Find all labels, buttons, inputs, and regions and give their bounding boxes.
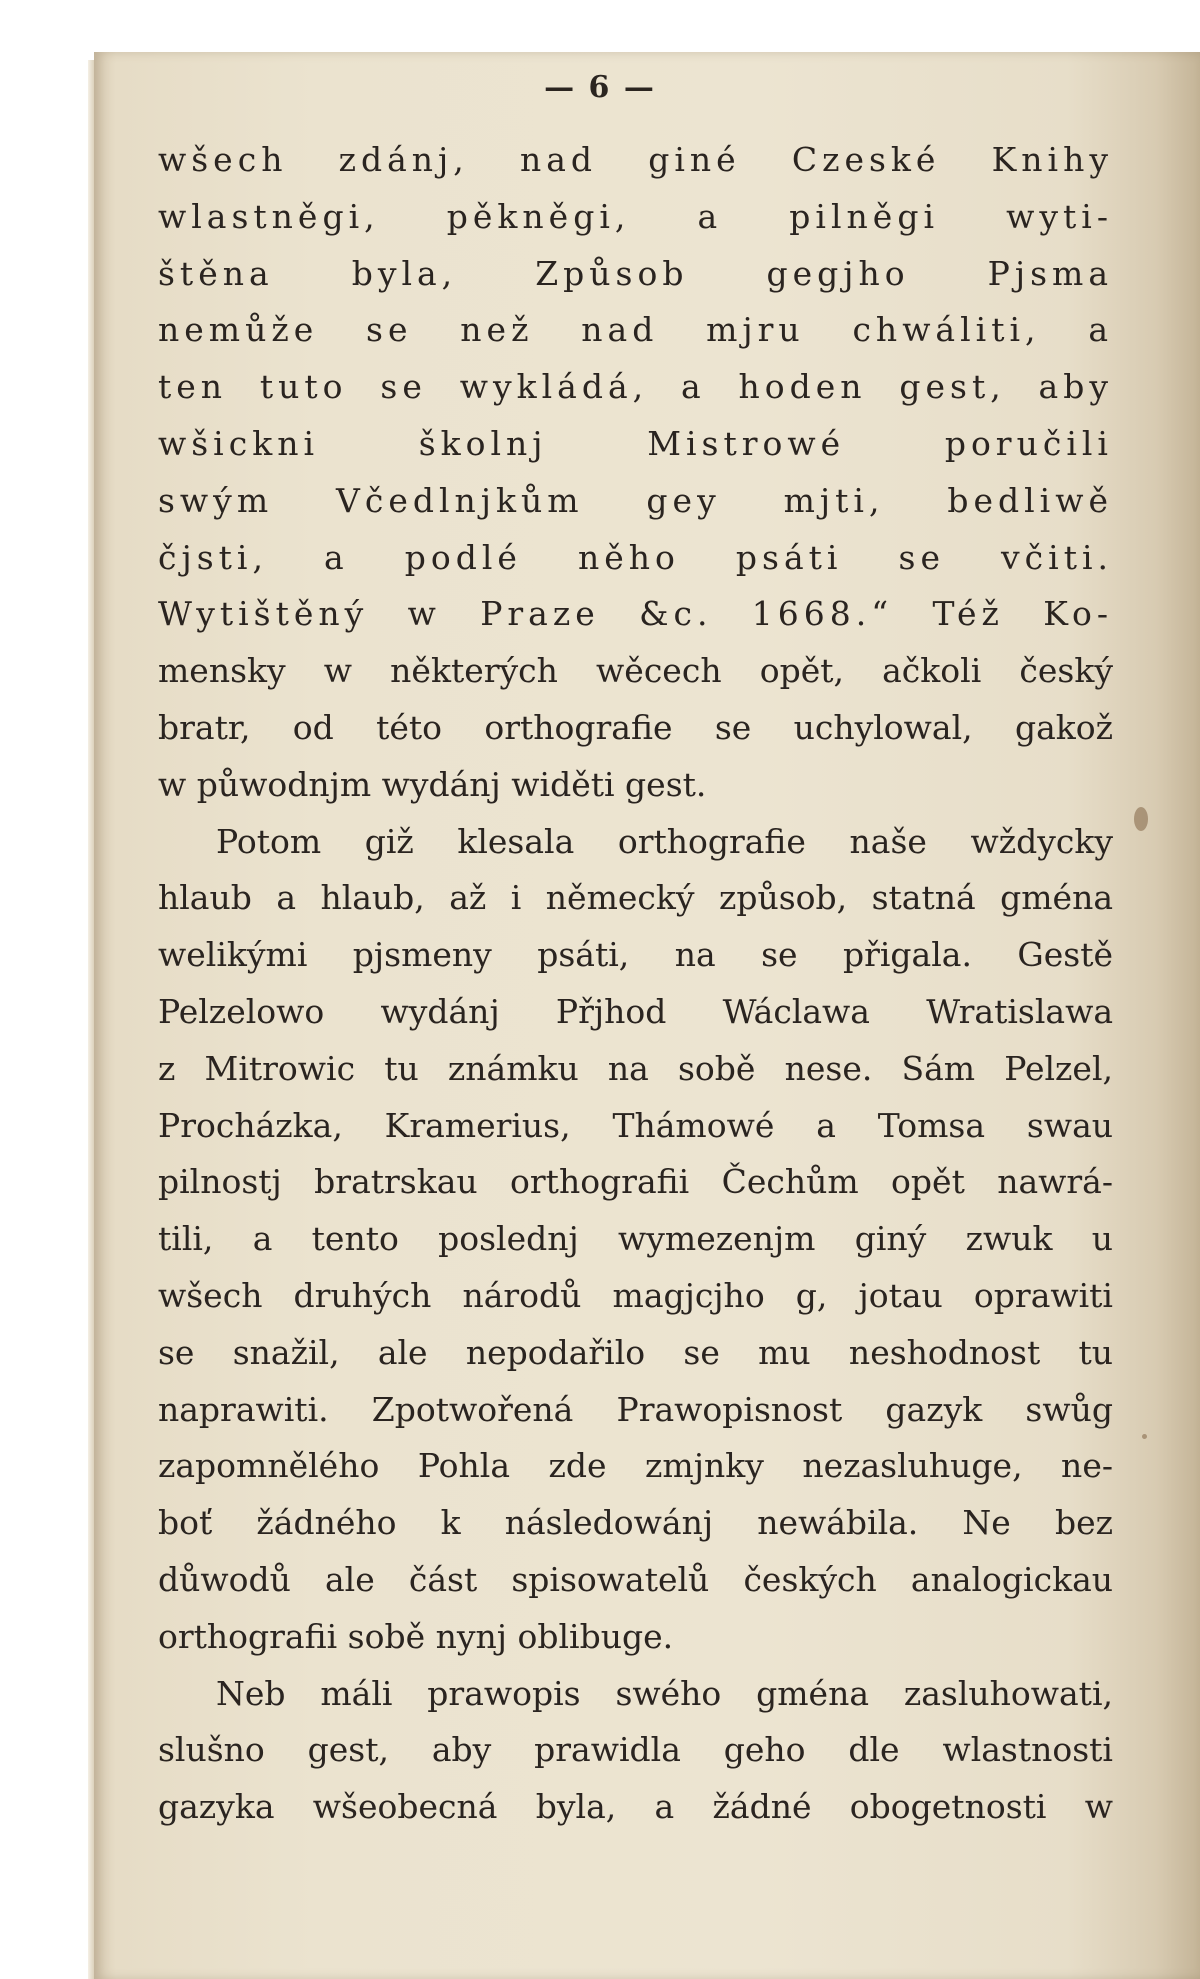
text-line: slušno gest, aby prawidla geho dle wlastnosti xyxy=(158,1730,1113,1770)
text-line: zapomnělého Pohla zde zmjnky nezasluhuge, ne- xyxy=(158,1446,1113,1486)
text-line: gazyka wšeobecná byla, a žádné obogetnosti w xyxy=(158,1787,1113,1827)
text-line: ten tuto se wykládá, a hoden gest, aby xyxy=(158,367,1113,407)
body-text xyxy=(158,132,1113,1836)
text-line: w půwodnjm wydánj widěti gest. xyxy=(158,764,707,804)
text-line: naprawiti. Zpotwořená Prawopisnost gazyk swůg xyxy=(158,1389,1113,1429)
text-line: nemůže se než nad mjru chwáliti, a xyxy=(158,310,1113,350)
text-line: welikými pjsmeny psáti, na se přigala. Gestě xyxy=(158,935,1113,975)
text-line: swým Včedlnjkům gey mjti, bedliwě xyxy=(158,480,1113,520)
text-line: orthografii sobě nynj oblibuge. xyxy=(158,1616,674,1656)
text-line: hlaub a hlaub, až i německý způsob, statná gména xyxy=(158,878,1113,918)
text-line: wšech druhých národů magjcjho g, jotau oprawiti xyxy=(158,1275,1113,1315)
text-line: z Mitrowic tu známku na sobě nese. Sám Pelzel, xyxy=(158,1048,1113,1088)
text-line: tili, a tento poslednj wymezenjm giný zwuk u xyxy=(158,1219,1113,1259)
ink-speck xyxy=(1142,1434,1147,1439)
text-line: Wytištěný w Praze &c. 1668.“ Též Ko- xyxy=(158,594,1113,634)
text-line: Pelzelowo wydánj Přjhod Wáclawa Wratislawa xyxy=(158,991,1113,1031)
text-line: bratr, od této orthografie se uchylowal, gakož xyxy=(158,707,1113,747)
text-line: Neb máli prawopis swého gména zasluhowati, xyxy=(216,1673,1113,1713)
text-line: mensky w některých wěcech opět, ačkoli český xyxy=(158,651,1113,691)
text-line: boť žádného k následowánj newábila. Ne bez xyxy=(158,1503,1113,1543)
text-line: wlastněgi, pěkněgi, a pilněgi wyti- xyxy=(158,196,1113,236)
text-line: čjsti, a podlé něho psáti se včiti. xyxy=(158,537,1113,577)
ink-stain xyxy=(1134,807,1148,831)
text-line: wšech zdánj, nad giné Czeské Knihy xyxy=(158,140,1113,179)
text-line: se snažil, ale nepodařilo se mu neshodnost tu xyxy=(158,1332,1113,1372)
page-number: — 6 — xyxy=(544,70,656,105)
text-line: důwodů ale část spisowatelů českých analogickau xyxy=(158,1559,1113,1599)
text-line: štěna byla, Způsob gegjho Pjsma xyxy=(158,253,1113,293)
text-line: Procházka, Kramerius, Thámowé a Tomsa swau xyxy=(158,1105,1113,1145)
text-line: wšickni školnj Mistrowé poručili xyxy=(158,423,1113,463)
text-line: pilnostj bratrskau orthografii Čechům opět nawrá- xyxy=(158,1162,1113,1202)
text-line: Potom giž klesala orthografie naše wždycky xyxy=(216,821,1113,861)
